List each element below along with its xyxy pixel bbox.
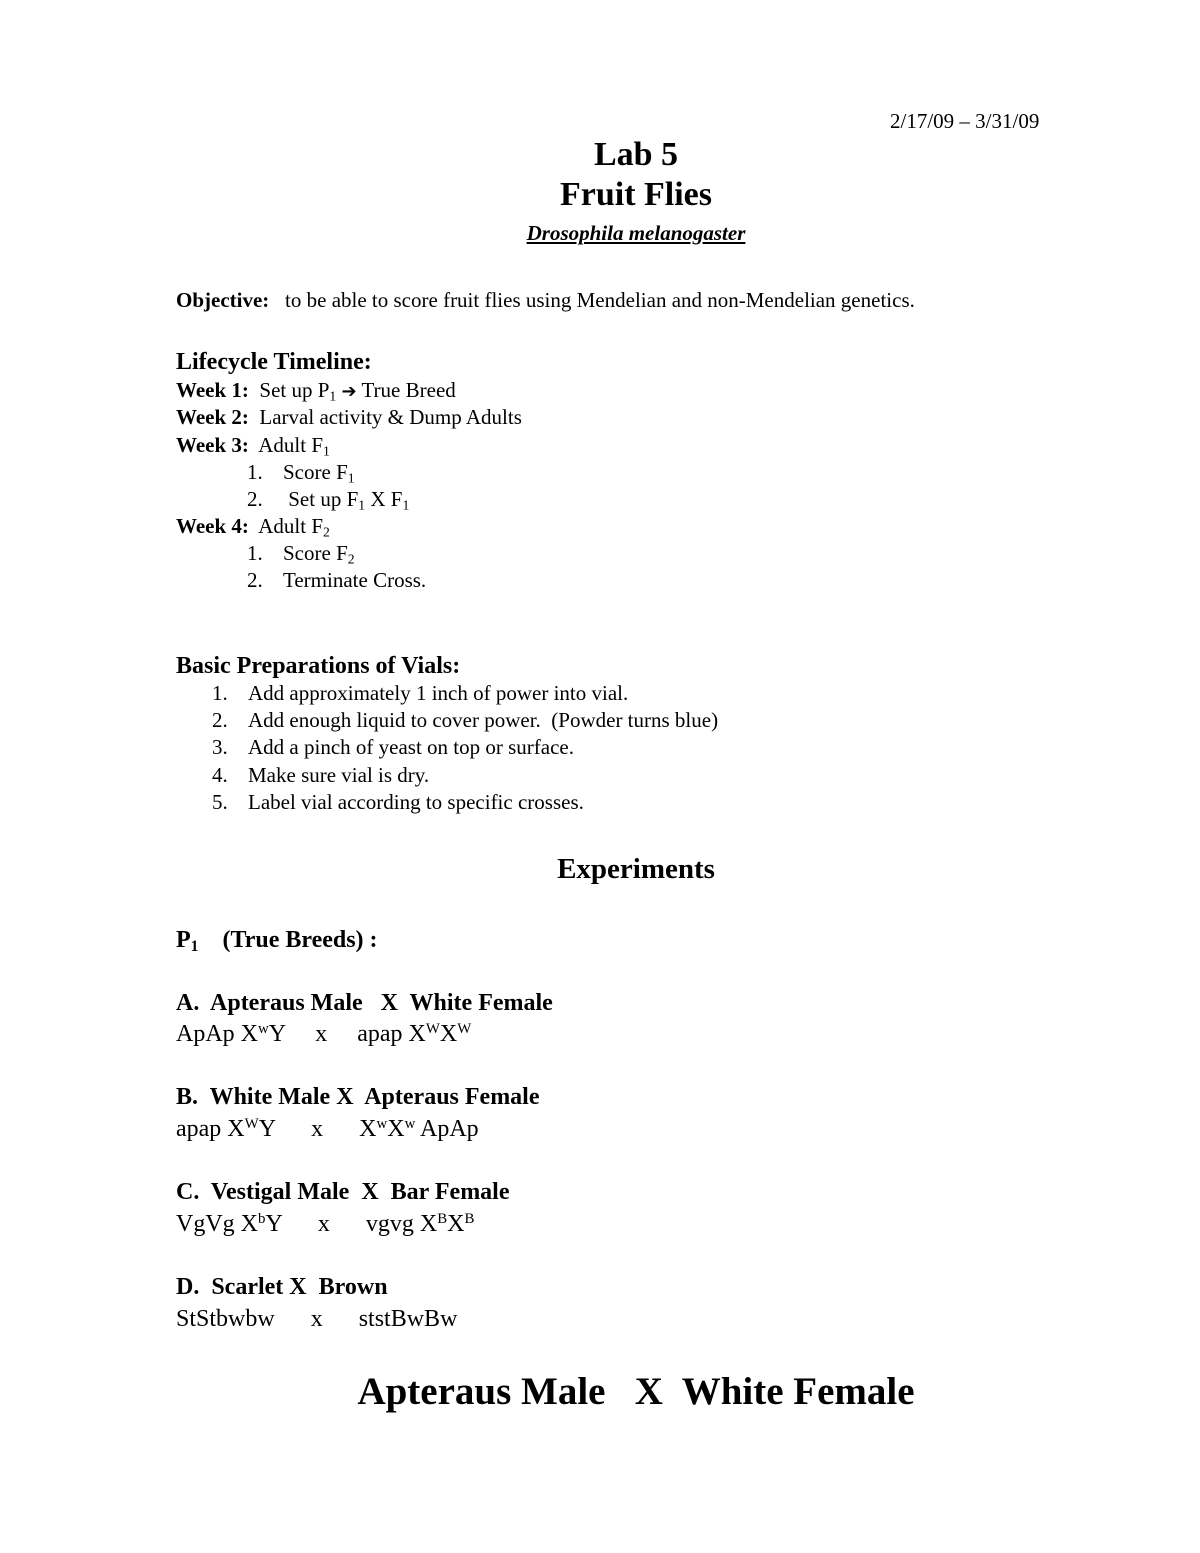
week-1 (176, 377, 456, 405)
week-2-text: Larval activity & Dump Adults (259, 405, 522, 429)
arrow-right-icon: ➔ (341, 381, 357, 402)
cross-d-genotype (176, 1305, 457, 1333)
week-4 (176, 513, 330, 539)
genotype-part: X (447, 1211, 465, 1237)
week-1-label: Week 1: (176, 378, 249, 402)
genotype-sup: w (376, 1115, 388, 1132)
genotype-part: vgvg X (365, 1211, 438, 1237)
genotype-sup: W (244, 1115, 259, 1132)
list-text: Label vial according to specific crosses. (248, 790, 584, 814)
week-1-result: True Breed (361, 378, 456, 402)
list-text-b: F (390, 487, 403, 511)
genotype-part: Y (265, 1211, 282, 1237)
cross-symbol: x (315, 1021, 328, 1047)
p1-text: (True Breeds) : (222, 927, 378, 953)
list-text: Add a pinch of yeast on top or surface. (248, 735, 574, 759)
list-text: Score F (283, 460, 348, 484)
week-3-label: Week 3: (176, 433, 249, 457)
cross-a-title: A. Apteraus Male X White Female (176, 990, 553, 1016)
genotype-sup: w (404, 1115, 416, 1132)
list-number: 2. (247, 568, 263, 592)
week-1-sub: 1 (329, 388, 337, 404)
cross-symbol: x (310, 1306, 323, 1332)
genotype-part: ApAp (415, 1116, 479, 1142)
objective-label: Objective: (176, 288, 270, 312)
genotype-sup: B (464, 1210, 475, 1227)
list-sub-b: 1 (402, 497, 410, 513)
genotype-part: Y (258, 1116, 276, 1142)
genotype-part: StStbwbw (176, 1306, 275, 1332)
prep-item (212, 680, 628, 706)
list-text: Make sure vial is dry. (248, 763, 430, 787)
week-3 (176, 432, 330, 458)
cross-symbol: x (317, 1211, 330, 1237)
list-text: Set up F (288, 487, 359, 511)
prep-item (212, 789, 584, 815)
genotype-part: X (359, 1116, 377, 1142)
genotype-part: ApAp X (176, 1021, 258, 1047)
species-name: Drosophila melanogaster (526, 221, 746, 245)
cross-c-genotype (176, 1210, 474, 1238)
list-text: Add enough liquid to cover power. (Powder turns blue) (248, 708, 719, 732)
week-3-item-2 (247, 486, 409, 512)
week-4-item-1 (247, 540, 355, 566)
prep-item (212, 762, 429, 788)
genotype-sup: B (437, 1210, 448, 1227)
list-sub: 2 (347, 551, 355, 567)
list-text: Add approximately 1 inch of power into vial. (248, 681, 629, 705)
list-number: 2. (247, 487, 263, 511)
cross-symbol: X (370, 487, 386, 511)
week-4-label: Week 4: (176, 514, 249, 538)
lab-number: Lab 5 (593, 136, 679, 173)
cross-d-title: D. Scarlet X Brown (176, 1274, 388, 1300)
objective (176, 287, 915, 313)
cross-c-title: C. Vestigal Male X Bar Female (176, 1179, 510, 1205)
list-number: 4. (212, 763, 228, 787)
experiments-heading: Experiments (557, 853, 715, 885)
genotype-part: Y (268, 1021, 286, 1047)
genotype-sup: W (425, 1020, 440, 1037)
prep-item (212, 707, 718, 733)
prep-item (212, 734, 574, 760)
week-2-label: Week 2: (176, 405, 249, 429)
section-title: Apteraus Male X White Female (357, 1370, 915, 1413)
genotype-part: X (387, 1116, 405, 1142)
objective-text: to be able to score fruit flies using Mendelian and non-Mendelian genetics. (285, 288, 915, 312)
list-number: 3. (212, 735, 228, 759)
cross-b-title: B. White Male X Apteraus Female (176, 1084, 540, 1110)
week-4-text: Adult F (258, 514, 324, 538)
list-number: 2. (212, 708, 228, 732)
genotype-sup: W (457, 1020, 472, 1037)
week-2 (176, 404, 522, 430)
week-1-text: Set up P (259, 378, 330, 402)
week-4-sub: 2 (323, 524, 330, 540)
genotype-sup: b (258, 1210, 266, 1227)
week-4-item-2 (247, 567, 426, 593)
cross-b-genotype (176, 1115, 479, 1143)
genotype-part: apap X (176, 1116, 245, 1142)
genotype-part: apap X (357, 1021, 426, 1047)
genotype-sup: w (258, 1020, 269, 1037)
list-sub: 1 (358, 497, 366, 513)
list-number: 5. (212, 790, 228, 814)
list-number: 1. (247, 460, 263, 484)
genotype-part: VgVg X (176, 1211, 258, 1237)
list-number: 1. (247, 541, 263, 565)
page-title: Fruit Flies (559, 176, 713, 213)
list-sub: 1 (347, 470, 355, 486)
week-3-item-1 (247, 459, 355, 485)
week-3-text: Adult F (258, 433, 324, 457)
lifecycle-heading: Lifecycle Timeline: (176, 349, 372, 375)
genotype-part: X (439, 1021, 458, 1047)
cross-symbol: x (311, 1116, 324, 1142)
date-range: 2/17/09 – 3/31/09 (890, 109, 1040, 133)
p1-label: P (176, 927, 191, 953)
list-number: 1. (212, 681, 228, 705)
p1-sub: 1 (190, 937, 199, 955)
list-text: Score F (283, 541, 348, 565)
week-3-sub: 1 (323, 443, 330, 459)
genotype-part: ststBwBw (358, 1306, 458, 1332)
p1-heading (176, 926, 378, 954)
list-text: Terminate Cross. (283, 568, 427, 592)
cross-a-genotype (176, 1020, 471, 1048)
preparations-heading: Basic Preparations of Vials: (176, 653, 461, 679)
